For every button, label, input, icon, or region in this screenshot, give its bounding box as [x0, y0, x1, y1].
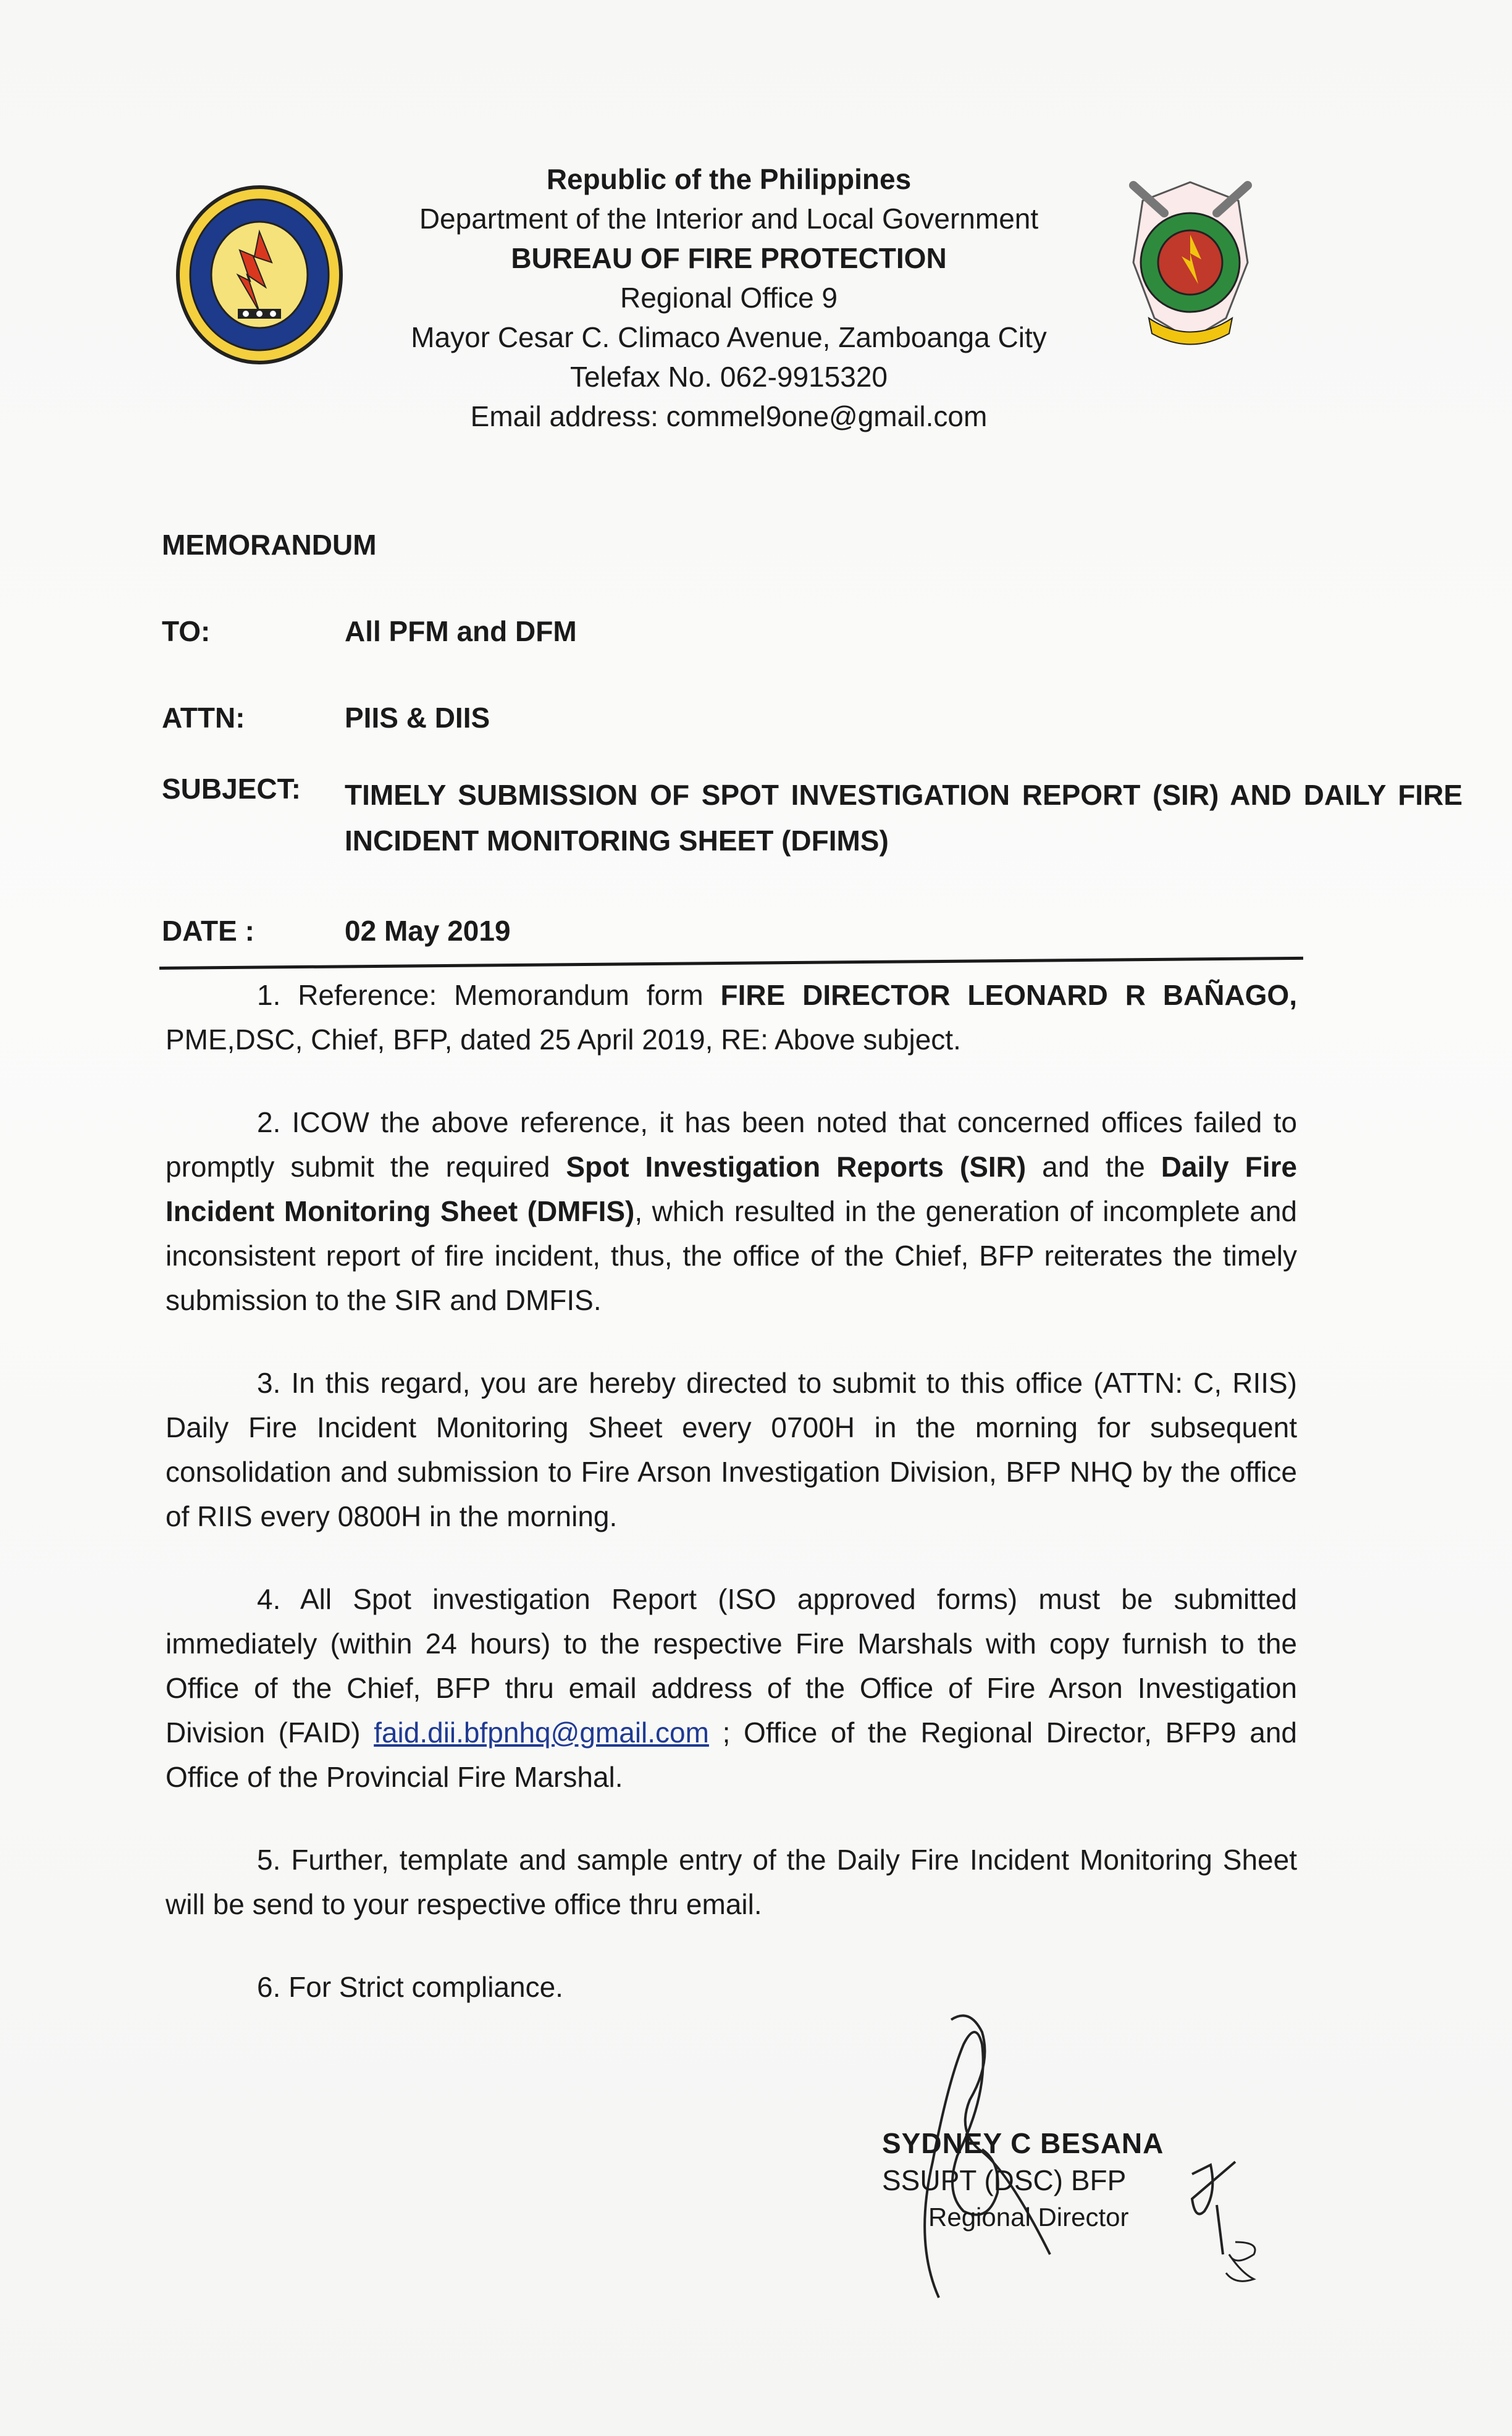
p2-text: 2. ICOW the above reference, it has been noted that concerned offices failed to promptly submit the required	[166, 1106, 1297, 1183]
date-label: DATE :	[162, 915, 254, 947]
to-value: All PFM and DFM	[345, 615, 577, 647]
regional-office-line: Regional Office 9	[620, 282, 838, 314]
signature-block	[882, 2125, 1253, 2236]
faid-email-link[interactable]: faid.dii.bfpnhq@gmail.com	[374, 1716, 709, 1749]
p4-text-end: ; Office of the Regional Director, BFP9 and Office of the Provincial Fire Marshal.	[166, 1716, 1298, 1793]
regional-office-seal-icon	[1115, 176, 1266, 349]
p1-text-end: PME,DSC, Chief, BFP, dated 25 April 2019, RE: Above subject.	[166, 1023, 961, 1056]
paragraph-6: 6. For Strict compliance.	[257, 1971, 563, 2003]
address-line: Mayor Cesar C. Climaco Avenue, Zamboanga City	[411, 321, 1047, 353]
bureau-line: BUREAU OF FIRE PROTECTION	[511, 242, 947, 274]
p1-bold: FIRE DIRECTOR LEONARD R BAÑAGO,	[720, 979, 1297, 1011]
to-label: TO:	[162, 615, 211, 647]
p4-text: 4. All Spot investigation Report (ISO approved forms) must be submitted immediately (within 24 hours) to the respective Fire Marshals with copy furnish to the Office of the Chief, BFP thru email address of the Office of Fire Arson Investigation Division (FAID)	[166, 1583, 1297, 1749]
paragraph-5: 5. Further, template and sample entry of the Daily Fire Incident Monitoring Sheet will be send to your respective office thru email.	[166, 1844, 1297, 1920]
p2-bold-sir: Spot Investigation Reports (SIR)	[566, 1151, 1027, 1183]
republic-line: Republic of the Philippines	[546, 163, 912, 195]
date-value: 02 May 2019	[345, 915, 511, 947]
signatory-title: Regional Director	[928, 2203, 1129, 2232]
paragraph-3: 3. In this regard, you are hereby directed to submit to this office (ATTN: C, RIIS) Daily Fire Incident Monitoring Sheet every 0700H in the morning for subsequent consolidation and submission to Fire Arson Investigation Division, BFP NHQ by the office of RIIS every 0800H in the morning.	[166, 1367, 1297, 1532]
paragraph-4	[166, 1577, 1297, 1799]
paragraph-1	[166, 973, 1297, 1062]
subject-value: TIMELY SUBMISSION OF SPOT INVESTIGATION REPORT (SIR) AND DAILY FIRE INCIDENT MONITORING SHEET (DFIMS)	[345, 779, 1463, 857]
memo-title: MEMORANDUM	[162, 529, 377, 561]
p1-text: 1. Reference: Memorandum form	[257, 979, 721, 1011]
p2-bold-dmfis: Daily Fire Incident Monitoring Sheet (DMFIS)	[166, 1151, 1298, 1227]
attn-label: ATTN:	[162, 702, 245, 734]
p2-text-end: , which resulted in the generation of incomplete and inconsistent report of fire incident, thus, the office of the Chief, BFP reiterates the timely submission to the SIR and DMFIS.	[166, 1195, 1297, 1316]
p2-text-mid: and the	[1026, 1151, 1161, 1183]
signatory-name: SYDNEY C BESANA	[882, 2127, 1164, 2159]
telefax-line: Telefax No. 062-9915320	[569, 361, 888, 393]
memo-body	[166, 973, 1297, 2048]
subject-label: SUBJECT:	[162, 773, 301, 805]
attn-value: PIIS & DIIS	[345, 702, 490, 734]
paragraph-2	[166, 1100, 1297, 1322]
email-line: Email address: commel9one@gmail.com	[470, 400, 988, 432]
letterhead	[346, 159, 1112, 436]
bfp-seal-icon	[173, 182, 346, 368]
department-line: Department of the Interior and Local Government	[419, 203, 1039, 235]
signatory-rank: SSUPT (DSC) BFP	[882, 2164, 1127, 2196]
divider-rule	[159, 957, 1303, 970]
